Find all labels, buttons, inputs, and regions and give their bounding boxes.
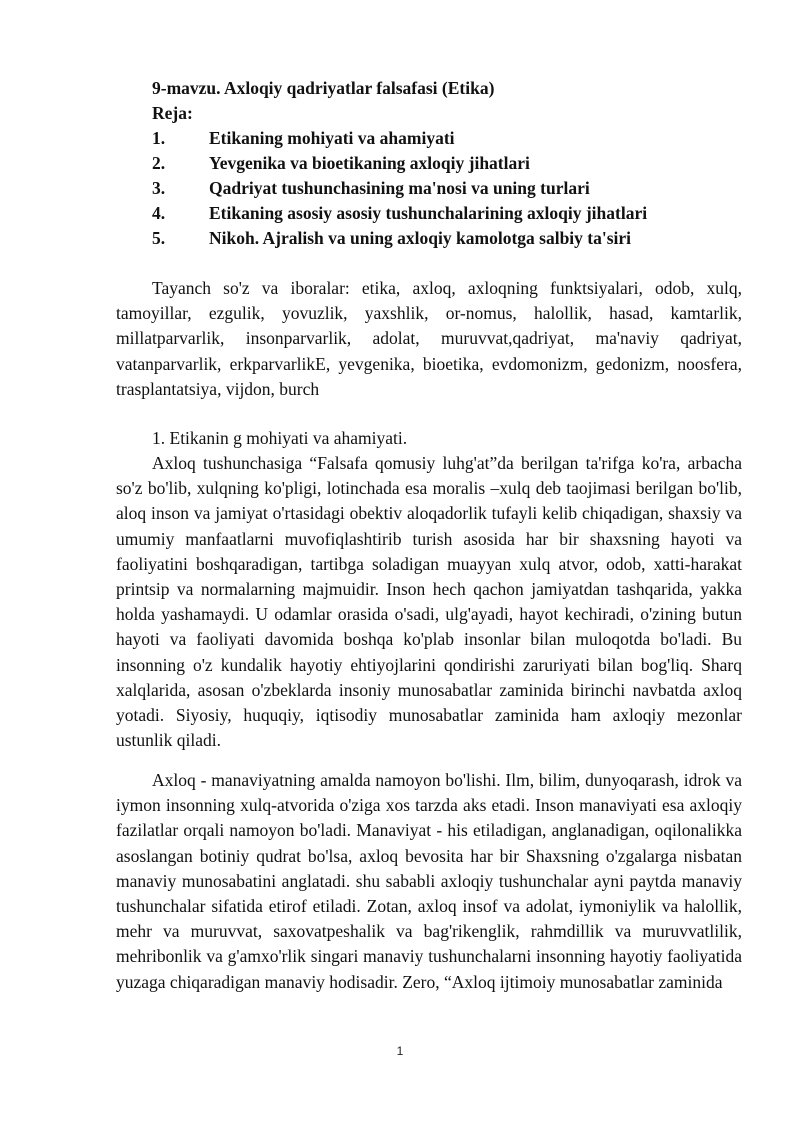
plan-item-number: 1. — [152, 128, 166, 148]
section-heading: 1. Etikanin g mohiyati va ahamiyati. — [152, 428, 408, 448]
plan-item-text: Qadriyat tushunchasining ma'nosi va uning turlari — [209, 178, 590, 198]
body-paragraph: Axloq tushunchasiga “Falsafa qomusiy luhg'at”da berilgan ta'rifga ko'ra, arbacha so'z bo'lib, xulqning ko'pligi, lotinchada esa moralis –xulq deb taojimasi berilgan bo'lib, aloq inson va jamiyat o'rtasidagi obektiv aloqadorlik tufayli kelib chiqadigan, shaxsiy va umumiy manfaatlarni muvofiqlashtirib turish asosida har bir shaxsning hayoti va faoliyatini boshqaradigan, tartibga soladigan muayyan xulq atvor, odob, xatti-harakat printsip va normalarning majmuidir. Inson hech qachon jamiyatdan tashqarida, yakka holda yashamaydi. U odamlar orasida o'sadi, ulg'ayadi, hayot kechiradi, o'zining butun hayoti va faoliyati davomida boshqa ko'plab insonlar bilan muloqotda bo'ladi. Bu insonning o'z kundalik hayotiy ehtiyojlarini qondirishi zaruriyati bilan bog'liq. Sharq xalqlarida, asosan o'zbeklarda insoniy munosabatlar zaminida birinchi navbatda axloq yotadi. Siyosiy, huquqiy, iqtisodiy munosabatlar zaminida ham axloqiy mezonlar ustunlik qiladi. — [116, 453, 742, 751]
plan-label: Reja: — [152, 103, 193, 123]
plan-item-number: 3. — [152, 178, 166, 198]
plan-item — [152, 126, 647, 151]
plan-item — [152, 176, 647, 201]
plan-item-number: 5. — [152, 228, 166, 248]
plan-item — [152, 201, 647, 226]
plan-item — [152, 226, 647, 251]
plan-list — [152, 126, 647, 251]
keywords-paragraph: Tayanch so'z va iboralar: etika, axloq, axloqning funktsiyalari, odob, xulq, tamoyillar, ezgulik, yovuzlik, yaxshlik, or-nomus, halollik, hasad, kamtarlik, millatparvarlik, insonparvarlik, adolat, muruvvat,qadriyat, ma'naviy qadriyat, vatanparvarlik, erkparvarlikE, yevgenika, bioetika, evdomonizm, gedonizm, noosfera, trasplantatsiya, vijdon, burch — [116, 278, 742, 399]
plan-item-text: Nikoh. Ajralish va uning axloqiy kamolotga salbiy ta'siri — [209, 228, 632, 248]
plan-item — [152, 151, 647, 176]
plan-item-number: 4. — [152, 203, 166, 223]
plan-item-text: Yevgenika va bioetikaning axloqiy jihatlari — [209, 153, 530, 173]
body-paragraph: Axloq - manaviyatning amalda namoyon bo'lishi. Ilm, bilim, dunyoqarash, idrok va iymon insonning xulq-atvorida o'ziga xos tarzda aks etadi. Inson manaviyati esa axloqiy fazilatlar orqali namoyon bo'ladi. Manaviyat - his etiladigan, anglanadigan, oqilonalikka asoslangan botiniy qudrat bo'lsa, axloq bevosita har bir Shaxsning o'zgalarga nisbatan manaviy munosabatini anglatadi. shu sababli axloqiy tushunchalar ayni paytda manaviy tushunchalar sifatida etirof etiladi. Zotan, axloq insof va adolat, iymoniylik va halollik, mehr va muruvvat, saxovatpeshalik va bag'rikenglik, rahmdillik va muruvvatlilik, mehribonlik va g'amxo'rlik singari manaviy tushunchalarni insonning hayotiy faoliyatida yuzaga chiqaradigan manaviy hodisadir. Zero, “Axloq ijtimoiy munosabatlar zaminida — [116, 770, 742, 992]
title-block — [152, 76, 494, 126]
plan-item-number: 2. — [152, 153, 166, 173]
plan-item-text: Etikaning asosiy asosiy tushunchalarining axloqiy jihatlari — [209, 203, 648, 223]
topic-title: 9-mavzu. Axloqiy qadriyatlar falsafasi (Etika) — [152, 78, 495, 98]
page-number: 1 — [396, 1044, 404, 1058]
plan-item-text: Etikaning mohiyati va ahamiyati — [209, 128, 455, 148]
